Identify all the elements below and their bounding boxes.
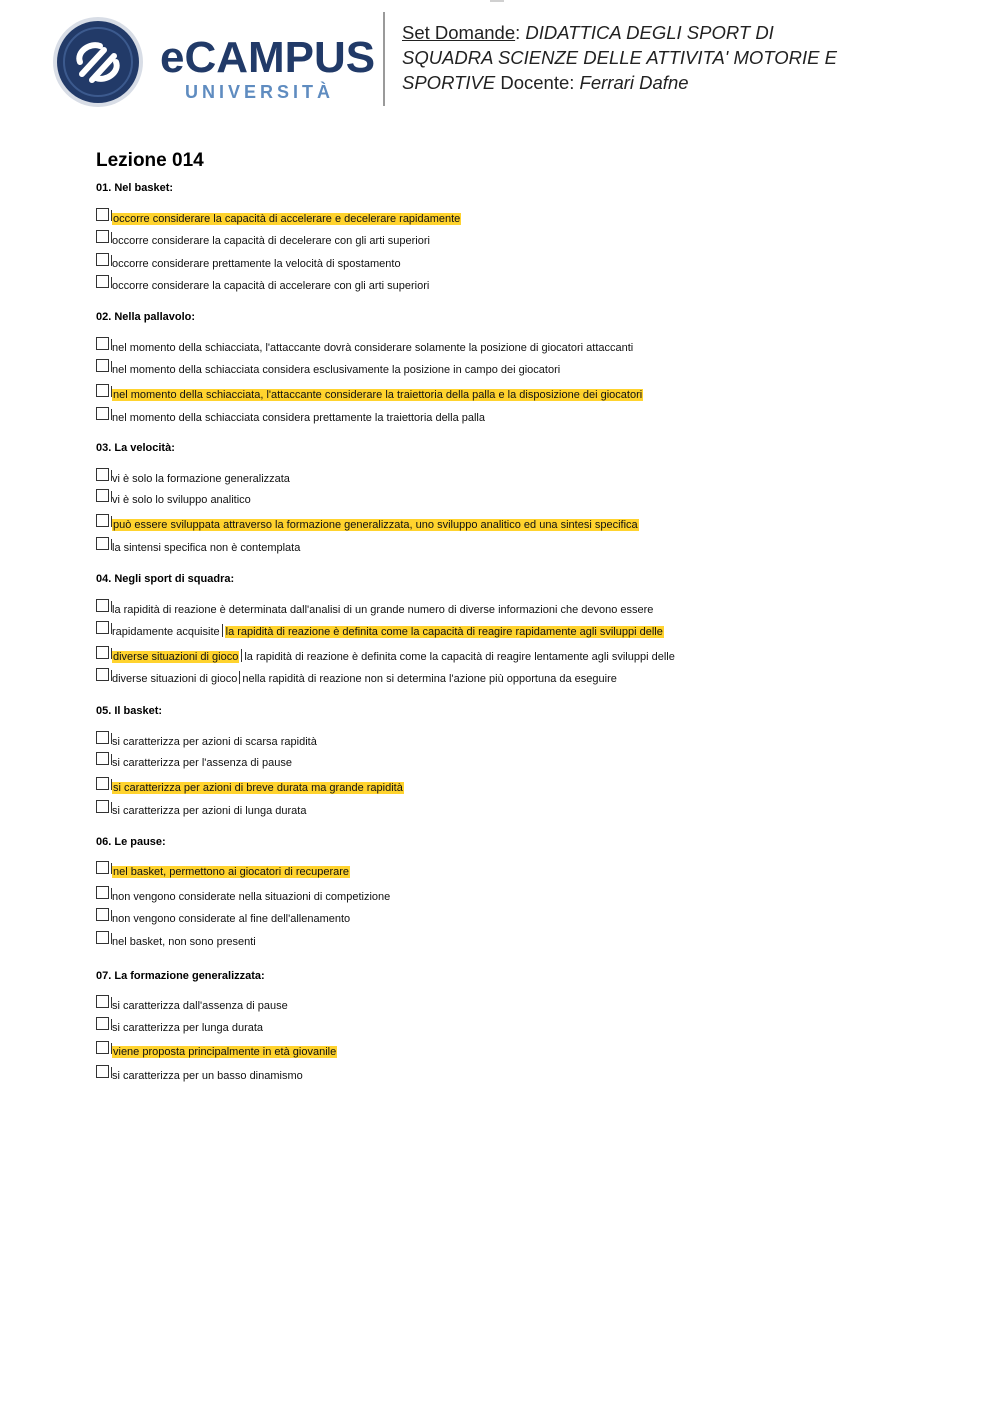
answer-text-part: diverse situazioni di gioco xyxy=(113,651,239,663)
checkbox-icon[interactable] xyxy=(96,514,109,527)
answer-text-plain: non vengono considerate nella situazioni di competizione xyxy=(112,891,391,903)
logo-emblem-icon xyxy=(52,16,144,108)
answer-text xyxy=(112,491,251,509)
checkbox-icon[interactable] xyxy=(96,800,109,813)
answer-text-highlighted: nel momento della schiacciata, l'attaccante considerare la traiettoria della palla e la disposizione dei giocatori xyxy=(113,389,643,401)
answer-text-plain: nel basket, non sono presenti xyxy=(112,936,256,948)
checkbox-icon[interactable] xyxy=(96,908,109,921)
answer-text-part: diverse situazioni di gioco xyxy=(112,673,238,685)
checkbox-icon[interactable] xyxy=(96,208,109,221)
checkbox-icon[interactable] xyxy=(96,646,109,659)
answer-text-plain: occorre considerare la capacità di decelerare con gli arti superiori xyxy=(112,235,430,247)
answer-text-plain: si caratterizza per l'assenza di pause xyxy=(112,757,293,769)
answer-text xyxy=(112,910,350,928)
checkbox-icon[interactable] xyxy=(96,995,109,1008)
set-label: Set Domande xyxy=(402,22,516,43)
answer-text xyxy=(112,648,675,666)
answer-text-plain: vi è solo la formazione generalizzata xyxy=(112,473,290,485)
answer-text-part: rapidamente acquisite xyxy=(112,626,220,638)
question-title: 07. La formazione generalizzata: xyxy=(96,970,265,982)
question-title: 02. Nella pallavolo: xyxy=(96,311,196,323)
header-divider xyxy=(383,12,385,106)
answer-text xyxy=(112,623,664,641)
separator-mark xyxy=(222,624,223,637)
ecampus-logo xyxy=(52,14,376,106)
answer-text xyxy=(112,277,429,295)
answer-text-part: la rapidità di reazione è determinata dall'analisi di un grande numero di diverse informazioni che devono essere xyxy=(112,604,654,616)
question-title: 04. Negli sport di squadra: xyxy=(96,573,235,585)
course-name: DIDATTICA DEGLI SPORT DI SQUADRA SCIENZE DELLE ATTIVITA' MOTORIE E SPORTIVE xyxy=(402,22,837,93)
answer-text xyxy=(112,470,290,488)
answer-text-highlighted: può essere sviluppata attraverso la formazione generalizzata, uno sviluppo analitico ed una sintesi specifica xyxy=(113,519,638,531)
separator-mark xyxy=(239,671,240,684)
answer-text xyxy=(112,888,390,906)
answer-text xyxy=(112,339,633,357)
teacher-name: Ferrari Dafne xyxy=(579,72,689,93)
checkbox-icon[interactable] xyxy=(96,537,109,550)
question-title: 06. Le pause: xyxy=(96,836,166,848)
teacher-label: Docente: xyxy=(500,72,575,93)
checkbox-icon[interactable] xyxy=(96,931,109,944)
logo-wordmark: eCAMPUS xyxy=(160,33,376,82)
question-title: 01. Nel basket: xyxy=(96,182,174,194)
answer-text-part: nella rapidità di reazione non si determina l'azione più opportuna da eseguire xyxy=(242,673,617,685)
answer-text xyxy=(112,1019,263,1037)
answer-text-plain: si caratterizza dall'assenza di pause xyxy=(112,1000,288,1012)
answer-text xyxy=(112,539,300,557)
question-title: 05. Il basket: xyxy=(96,705,163,717)
checkbox-icon[interactable] xyxy=(96,489,109,502)
answer-text xyxy=(112,933,256,951)
checkbox-icon[interactable] xyxy=(96,599,109,612)
answer-text-plain: non vengono considerate al fine dell'allenamento xyxy=(112,913,351,925)
answer-text-highlighted: nel basket, permettono ai giocatori di recuperare xyxy=(113,866,350,878)
set-colon: : xyxy=(515,22,521,43)
answer-text xyxy=(112,779,404,797)
logo-subtitle: UNIVERSITÀ xyxy=(185,82,335,102)
header-title xyxy=(402,20,842,95)
answer-text xyxy=(112,601,653,619)
answer-text xyxy=(112,1067,303,1085)
checkbox-icon[interactable] xyxy=(96,253,109,266)
answer-text-part: la rapidità di reazione è definita come la capacità di reagire lentamente agli sviluppi delle xyxy=(244,651,675,663)
answer-text-plain: si caratterizza per azioni di scarsa rapidità xyxy=(112,736,317,748)
checkbox-icon[interactable] xyxy=(96,861,109,874)
checkbox-icon[interactable] xyxy=(96,275,109,288)
checkbox-icon[interactable] xyxy=(96,468,109,481)
answer-text xyxy=(112,997,288,1015)
checkbox-icon[interactable] xyxy=(96,886,109,899)
answer-text-part: la rapidità di reazione è definita come la capacità di reagire rapidamente agli sviluppi delle xyxy=(225,626,663,638)
answer-text xyxy=(112,255,401,273)
checkbox-icon[interactable] xyxy=(96,731,109,744)
answer-text-plain: si caratterizza per un basso dinamismo xyxy=(112,1070,303,1082)
answer-text xyxy=(112,670,617,688)
answer-text-highlighted: viene proposta principalmente in età giovanile xyxy=(113,1046,337,1058)
answer-text-plain: nel momento della schiacciata, l'attaccante dovrà considerare solamente la posizione di giocatori attaccanti xyxy=(112,342,634,354)
answer-text-plain: vi è solo lo sviluppo analitico xyxy=(112,494,251,506)
checkbox-icon[interactable] xyxy=(96,1041,109,1054)
checkbox-icon[interactable] xyxy=(96,384,109,397)
answer-text-plain: occorre considerare prettamente la velocità di spostamento xyxy=(112,258,401,270)
answer-text xyxy=(112,754,292,772)
answer-text-plain: occorre considerare la capacità di accelerare con gli arti superiori xyxy=(112,280,430,292)
question-title: 03. La velocità: xyxy=(96,442,175,454)
answer-text-plain: nel momento della schiacciata considera esclusivamente la posizione in campo dei giocatori xyxy=(112,364,561,376)
answer-text xyxy=(112,409,485,427)
answer-text xyxy=(112,1043,337,1061)
separator-mark xyxy=(241,649,242,662)
answer-text xyxy=(112,863,350,881)
answer-text xyxy=(112,361,560,379)
checkbox-icon[interactable] xyxy=(96,1065,109,1078)
answer-text-highlighted: occorre considerare la capacità di accelerare e decelerare rapidamente xyxy=(113,213,461,225)
lesson-title: Lezione 014 xyxy=(96,150,204,171)
answer-text xyxy=(112,210,461,228)
checkbox-icon[interactable] xyxy=(96,230,109,243)
checkbox-icon[interactable] xyxy=(96,407,109,420)
checkbox-icon[interactable] xyxy=(96,337,109,350)
answer-text xyxy=(112,386,643,404)
answer-text xyxy=(112,516,639,534)
checkbox-icon[interactable] xyxy=(96,668,109,681)
answer-text xyxy=(112,802,306,820)
answer-text-plain: si caratterizza per lunga durata xyxy=(112,1022,264,1034)
answer-text-plain: la sintensi specifica non è contemplata xyxy=(112,542,301,554)
answer-text-plain: si caratterizza per azioni di lunga durata xyxy=(112,805,307,817)
answer-text xyxy=(112,232,430,250)
answer-text-highlighted: si caratterizza per azioni di breve durata ma grande rapidità xyxy=(113,782,403,794)
checkbox-icon[interactable] xyxy=(96,777,109,790)
checkbox-icon[interactable] xyxy=(96,1017,109,1030)
checkbox-icon[interactable] xyxy=(96,752,109,765)
checkbox-icon[interactable] xyxy=(96,359,109,372)
top-mark xyxy=(490,0,504,2)
answer-text xyxy=(112,733,317,751)
checkbox-icon[interactable] xyxy=(96,621,109,634)
answer-text-plain: nel momento della schiacciata considera prettamente la traiettoria della palla xyxy=(112,412,485,424)
